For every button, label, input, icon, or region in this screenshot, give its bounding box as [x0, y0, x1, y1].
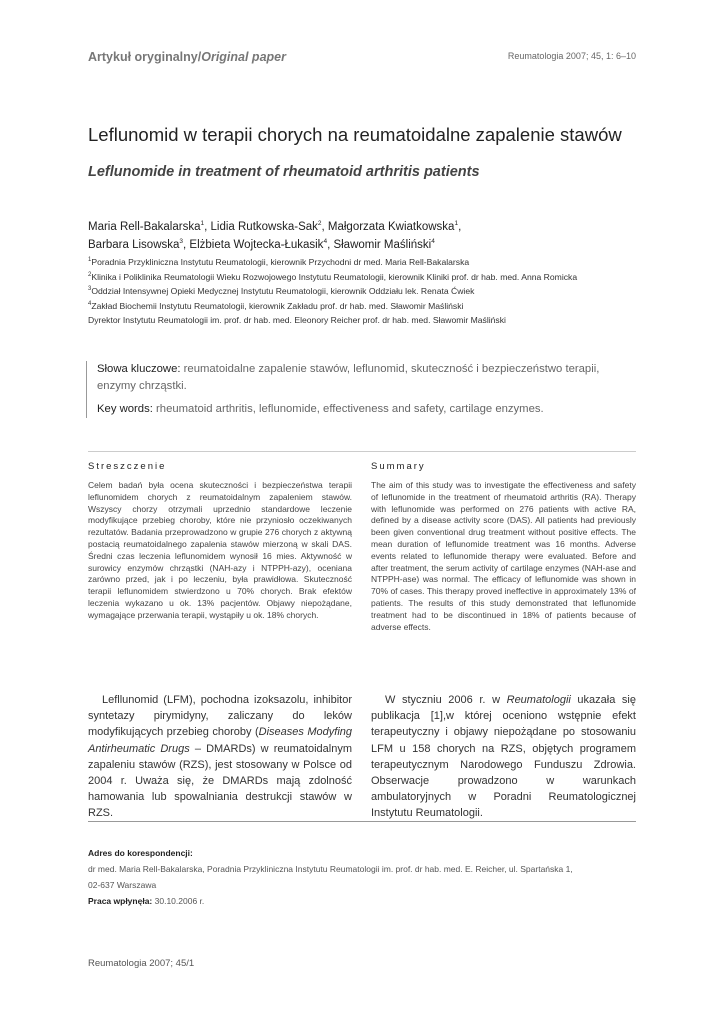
abstract-pl-heading: Streszczenie	[88, 461, 167, 472]
author-affil-sup: 4	[323, 238, 328, 246]
affiliation-text: Poradnia Przykliniczna Instytutu Reumatologii, kierownik Przychodni dr med. Maria Rell-Bakalarska	[91, 257, 470, 267]
author-name: Sławomir Maśliński	[333, 239, 432, 251]
body-text-span: W styczniu 2006 r. w	[385, 694, 507, 706]
affiliation-item	[88, 270, 648, 285]
author-name: Lidia Rutkowska-Sak	[210, 221, 318, 233]
author-list	[88, 218, 648, 254]
author-separator: ,	[458, 221, 462, 233]
body-column-left	[88, 692, 352, 822]
author-name: Barbara Lisowska	[88, 239, 180, 251]
body-italic: Reumatologii	[506, 694, 571, 706]
correspondence-rule	[88, 821, 636, 822]
abstract-en-heading: Summary	[371, 461, 426, 472]
affiliation-text: Zakład Biochemii Instytutu Reumatologii, kierownik Zakładu prof. dr hab. med. Sławomir Maśliński	[91, 300, 464, 311]
correspondence	[88, 845, 636, 909]
keywords-en	[97, 401, 637, 418]
section-label	[88, 50, 286, 64]
abstract-en-text: The aim of this study was to investigate the effectiveness and safety of leflunomide in the treatment of rheumatoid arthritis (RA). Therapy with leflunomide was performed on 276 patients with active RA, defined by a disease activity score (DAS). All patients had previously been given conventional drug treatment without positive effects. The mean duration of leflunomide treatment was 16 months. Adverse events related to leflunomide therapy were evaluated. Before and after treatment, the serum activity of cartilage enzymes (NAH-ase and NTPPH-ase) was normal. The efficacy of leflunomide was shown in 70% of cases. This therapy proved ineffective in approximately 13% of patients. The results of this study demonstrated that leflunomide treatment had to be discontinued in 18% of patients because of adverse effects.	[371, 480, 636, 632]
affiliation-list	[88, 255, 648, 328]
abstract-pl	[88, 461, 352, 622]
affiliation-text: Klinika i Poliklinika Reumatologii Wieku Rozwojowego Instytutu Reumatologii, kierownik Kliniki prof. dr hab. med. Anna Romicka	[91, 271, 578, 282]
author-line-2	[88, 236, 648, 254]
author-affil-sup: 1	[454, 220, 459, 228]
affiliation-item	[88, 299, 648, 314]
abstract-top-rule	[88, 451, 636, 452]
abstract-pl-text: Celem badań była ocena skuteczności i bezpieczeństwa terapii leflunomidem chorych z reumatoidalnym zapaleniem stawów. Wszyscy chorzy otrzymali uprzednio standardowe leczenie modyfikujące przebieg choroby, które nie przyniosło oczekiwanych rezultatów. Badania przeprowadzono w grupie 276 chorych z aktywną postacią reumatoidalnego zapalenia stawów mierzoną w skali DAS. Średni czas leczenia leflunomidem wynosił 16 mies. Aktywność w surowicy enzymów chrząstki (NAH-azy i NTPPH-azy), oceniana zarówno przed, jak i po leczeniu, była prawidłowa. Skuteczność terapii leflunomidem stwierdzono u 70% chorych. Brak efektów leczenia wykazano u ok. 13% pacjentów. Objawy niepożądane, wymagające przerwania terapii, wystąpiły u ok. 18% chorych.	[88, 480, 352, 620]
author-separator: ,	[327, 239, 334, 251]
received-date-row	[88, 893, 636, 909]
keywords-en-text: rheumatoid arthritis, leflunomide, effectiveness and safety, cartilage enzymes.	[152, 403, 544, 415]
affiliation-sup: 1	[88, 257, 92, 264]
body-text-span: ukazała się publikacja [1],w której oceniono wstępnie efekt terapeutyczny i objawy niepożądane po stosowaniu LFM u 158 chorych na RZS, objętych programem terapeutycznym Narodowego Funduszu Zdrowia. Obserwacje prowadzono w warunkach ambulatoryjnych w Poradni Reumatologicznej Instytutu Reumatologii.	[371, 694, 636, 820]
author-name: Elżbieta Wojtecka-Łukasik	[189, 239, 324, 251]
body-paragraph	[371, 692, 636, 822]
keywords-box	[86, 361, 637, 418]
affiliation-text: Oddział Intensywnej Opieki Medycznej Instytutu Reumatologii, kierownik Oddziału lek. Renata Ćwiek	[91, 286, 475, 296]
affiliation-sup: 2	[88, 271, 92, 278]
correspondence-label: Adres do korespondencji:	[88, 848, 193, 858]
affiliation-sup: 3	[88, 286, 92, 293]
keywords-pl	[97, 361, 637, 395]
affiliation-item	[88, 255, 648, 270]
body-paragraph	[88, 692, 352, 822]
correspondence-address-1: dr med. Maria Rell-Bakalarska, Poradnia Przykliniczna Instytutu Reumatologii im. prof. dr hab. med. E. Reicher, ul. Spartańska 1,	[88, 864, 573, 874]
received-date: 30.10.2006 r.	[152, 896, 205, 906]
body-text-span: Lefllunomid (LFM), pochodna izoksazolu, inhibitor syntetazy pirymidyny, zaliczany do leków modyfikujących przebieg choroby (	[88, 694, 352, 739]
abstract-en	[371, 461, 636, 633]
journal-citation: Reumatologia 2007; 45, 1: 6–10	[507, 51, 636, 61]
author-name: Maria Rell-Bakalarska	[88, 221, 201, 233]
page-footer: Reumatologia 2007; 45/1	[88, 958, 195, 969]
affiliation-item	[88, 284, 648, 299]
author-affil-sup: 1	[200, 220, 205, 228]
article-subtitle: Leflunomide in treatment of rheumatoid arthritis patients	[88, 164, 480, 180]
author-separator: ,	[204, 221, 211, 233]
body-italic: Diseases Modyfing Antirheumatic Drugs	[88, 726, 352, 755]
keywords-pl-label: Słowa kluczowe:	[97, 363, 181, 375]
keywords-en-label: Key words:	[97, 403, 153, 415]
author-name: Małgorzata Kwiatkowska	[327, 221, 455, 233]
section-label-en: Original paper	[201, 50, 286, 64]
author-affil-sup: 4	[431, 238, 435, 246]
author-line-1	[88, 218, 648, 236]
affiliation-text: Dyrektor Instytutu Reumatologii im. prof. dr hab. med. Eleonory Reicher prof. dr hab. med. Sławomir Maśliński	[88, 315, 506, 325]
keywords-pl-text: reumatoidalne zapalenie stawów, leflunomid, skuteczność i bezpieczeństwo terapii, enzymy chrząstki.	[97, 363, 600, 392]
affiliation-sup: 4	[88, 300, 92, 307]
author-separator: ,	[183, 239, 190, 251]
author-affil-sup: 3	[179, 238, 184, 246]
author-affil-sup: 2	[317, 220, 322, 228]
body-text-span: – DMARDs) w reumatoidalnym zapaleniu stawów (RZS), jest stosowany w Polsce od 2004 r. Uważa się, że DMARDs mają zdolność hamowania lub spowalniania destrukcji stawów w RZS.	[88, 742, 352, 820]
body-column-right	[371, 692, 636, 822]
correspondence-address-2: 02-637 Warszawa	[88, 880, 157, 890]
author-separator: ,	[321, 221, 328, 233]
received-label: Praca wpłynęła:	[88, 896, 153, 906]
article-title: Leflunomid w terapii chorych na reumatoidalne zapalenie stawów	[88, 124, 622, 145]
affiliation-item	[88, 313, 648, 328]
section-label-pl: Artykuł oryginalny/	[88, 50, 202, 64]
